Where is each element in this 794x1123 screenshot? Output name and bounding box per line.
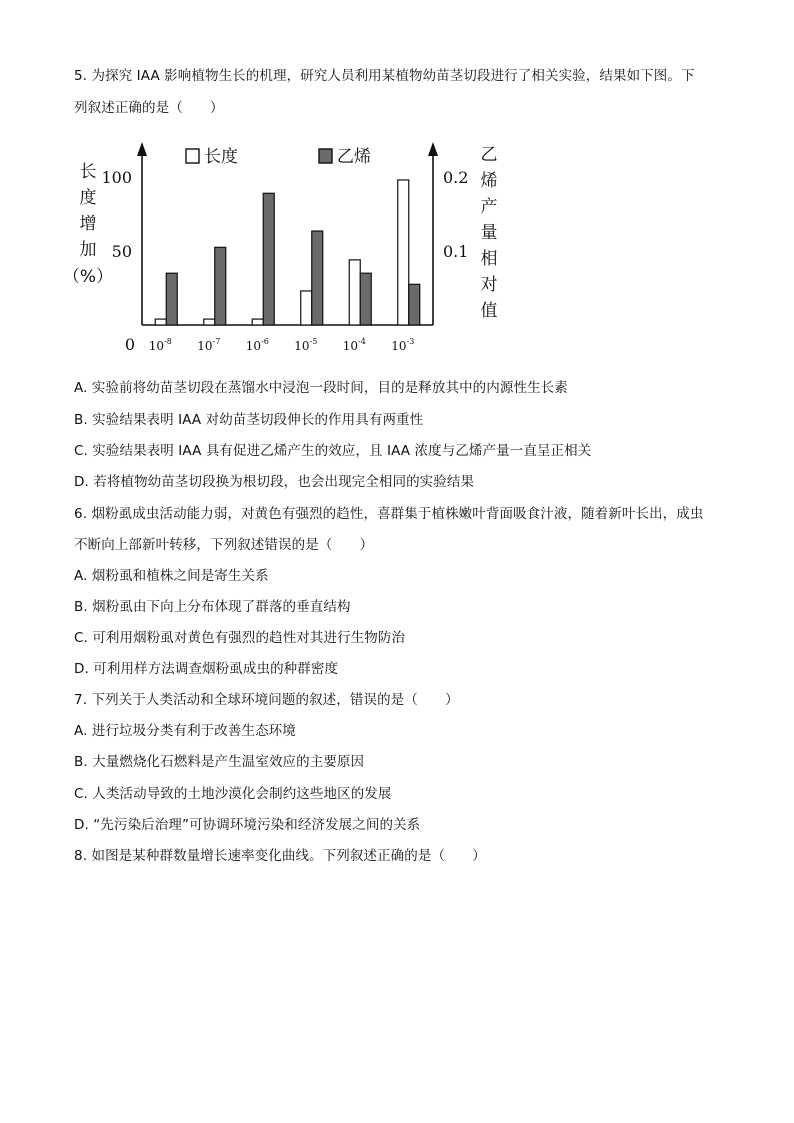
- left-axis-label-char: 长: [79, 162, 97, 182]
- x-tick-label: $10^{-7}$: [197, 337, 221, 353]
- legend-swatch-length: [186, 149, 199, 163]
- left-tick-label: 100: [101, 168, 132, 187]
- x-tick-label: $10^{-3}$: [391, 337, 415, 353]
- q5-option-a: A. 实验前将幼苗茎切段在蒸馏水中浸泡一段时间，目的是释放其中的内源性生长素: [74, 380, 568, 396]
- origin-label: 0: [124, 335, 136, 354]
- bar-length: [252, 319, 263, 325]
- q7-option-b: B. 大量燃烧化石燃料是产生温室效应的主要原因: [74, 754, 365, 770]
- right-axis-label-char: 产: [480, 197, 498, 217]
- left-axis-label-char: 加: [79, 240, 97, 260]
- q5-option-d: D. 若将植物幼苗茎切段换为根切段，也会出现完全相同的实验结果: [74, 474, 475, 490]
- legend-swatch-ethylene: [319, 149, 332, 163]
- q7-option-d: D. “先污染后治理”可协调环境污染和经济发展之间的关系: [74, 817, 421, 833]
- bar-ethylene: [166, 273, 177, 325]
- q6-option-a: A. 烟粉虱和植株之间是寄生关系: [74, 568, 269, 584]
- chart-axes: [137, 142, 438, 325]
- left-axis-label-char: 度: [79, 188, 97, 208]
- q7-option-a: A. 进行垃圾分类有利于改善生态环境: [74, 723, 296, 739]
- right-axis-label-char: 相: [480, 249, 498, 269]
- q5-stem-line2: 列叙述正确的是（ ）: [74, 100, 224, 116]
- x-tick-label: $10^{-8}$: [148, 337, 172, 353]
- bar-ethylene: [312, 231, 323, 325]
- left-axis-arrow: [137, 142, 147, 156]
- q8-stem: 8. 如图是某种群数量增长速率变化曲线。下列叙述正确的是（ ）: [74, 848, 486, 864]
- bar-length: [398, 180, 409, 325]
- chart-bars: [155, 180, 420, 325]
- x-tick-label: $10^{-5}$: [294, 337, 318, 353]
- q6-option-d: D. 可利用样方法调查烟粉虱成虫的种群密度: [74, 661, 339, 677]
- q6-stem-line2: 不断向上部新叶转移，下列叙述错误的是（ ）: [74, 537, 374, 553]
- right-axis-arrow: [428, 142, 438, 156]
- bar-length: [349, 260, 360, 325]
- left-axis-label-char: （%）: [62, 267, 114, 287]
- right-tick-label: 0.2: [443, 168, 469, 187]
- right-axis-label-char: 量: [480, 223, 498, 243]
- q6-option-b: B. 烟粉虱由下向上分布体现了群落的垂直结构: [74, 599, 351, 615]
- bar-ethylene: [409, 284, 420, 325]
- x-tick-label: $10^{-6}$: [245, 337, 269, 353]
- chart-svg: [62, 132, 510, 364]
- left-tick-label: 50: [111, 242, 132, 261]
- bar-length: [155, 319, 166, 325]
- q7-stem: 7. 下列关于人类活动和全球环境问题的叙述，错误的是（ ）: [74, 692, 459, 708]
- legend-label-ethylene: 乙烯: [337, 147, 371, 167]
- bar-length: [204, 319, 215, 325]
- iaa-ethylene-chart: [62, 132, 510, 364]
- bar-ethylene: [360, 273, 371, 325]
- right-axis-label-char: 值: [480, 301, 498, 321]
- legend-label-length: 长度: [204, 147, 238, 167]
- q7-option-c: C. 人类活动导致的土地沙漠化会制约这些地区的发展: [74, 786, 392, 802]
- right-axis-label-char: 对: [480, 275, 498, 295]
- bar-length: [301, 291, 312, 325]
- right-axis-label-char: 乙: [480, 145, 498, 165]
- right-axis-label-char: 烯: [480, 171, 498, 191]
- q5-option-b: B. 实验结果表明 IAA 对幼苗茎切段伸长的作用具有两重性: [74, 412, 424, 428]
- bar-ethylene: [215, 247, 226, 325]
- bar-ethylene: [263, 193, 274, 325]
- x-tick-label: $10^{-4}$: [342, 337, 366, 353]
- right-tick-label: 0.1: [443, 242, 469, 261]
- left-axis-label-char: 增: [79, 214, 97, 234]
- q6-stem-line1: 6. 烟粉虱成虫活动能力弱，对黄色有强烈的趋性，喜群集于植株嫩叶背面吸食汁液，随着新叶长出，成虫: [74, 506, 704, 522]
- q5-option-c: C. 实验结果表明 IAA 具有促进乙烯产生的效应，且 IAA 浓度与乙烯产量一直呈正相关: [74, 443, 592, 459]
- q6-option-c: C. 可利用烟粉虱对黄色有强烈的趋性对其进行生物防治: [74, 630, 406, 646]
- q5-stem-line1: 5. 为探究 IAA 影响植物生长的机理，研究人员利用某植物幼苗茎切段进行了相关实验，结果如下图。下: [74, 68, 695, 84]
